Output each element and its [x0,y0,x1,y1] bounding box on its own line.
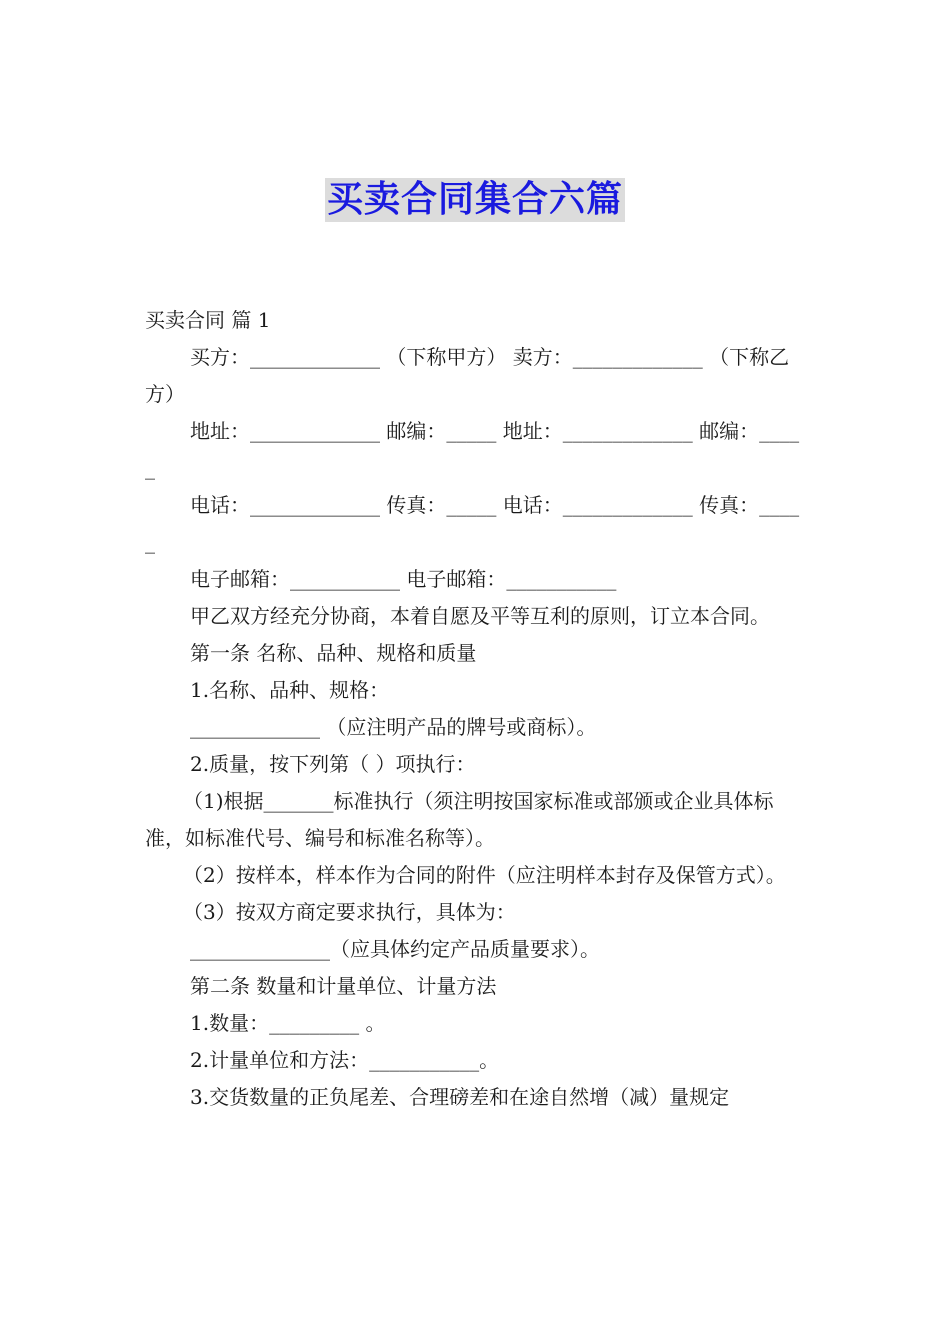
body-paragraph: （2）按样本，样本作为合同的附件（应注明样本封存及保管方式）。 [183,863,786,887]
body-paragraph: 1.数量：_________ 。 [190,1011,386,1035]
body-paragraph: 1.名称、品种、规格： [190,678,390,702]
body-paragraph: ______________（应具体约定产品质量要求）。 [190,937,600,961]
document-title: 买卖合同集合六篇 [326,179,623,220]
body-paragraph: 2.质量，按下列第（ ）项执行： [190,752,476,776]
title-container [0,178,950,222]
body-paragraph: 2.计量单位和方法：___________。 [190,1048,500,1072]
body-paragraph: 买方：_____________ （下称甲方） 卖方：_____________ （下称乙方） [145,345,790,406]
body-paragraph: （1)根据_______标准执行（须注明按国家标准或部颁或企业具体标准，如标准代号、编号和标准名称等）。 [145,789,774,850]
body-paragraph: _____________ （应注明产品的牌号或商标）。 [190,715,597,739]
body-paragraph: （3）按双方商定要求执行，具体为： [183,900,516,924]
body-paragraph: 电话：_____________ 传真：_____ 电话：_____________ 传真：_____ [145,493,800,554]
body-paragraph: 第一条 名称、品种、规格和质量 [190,641,477,665]
document-body [145,302,807,1116]
body-paragraph: 3.交货数量的正负尾差、合理磅差和在途自然增（减）量规定 [190,1085,730,1109]
section-heading: 买卖合同 篇 1 [145,308,271,332]
body-paragraph: 地址：_____________ 邮编：_____ 地址：_____________ 邮编：_____ [145,419,800,480]
body-paragraph: 第二条 数量和计量单位、计量方法 [190,974,497,998]
body-paragraph: 甲乙双方经充分协商，本着自愿及平等互利的原则，订立本合同。 [190,604,770,628]
body-paragraph: 电子邮箱：___________ 电子邮箱：___________ [190,567,617,591]
